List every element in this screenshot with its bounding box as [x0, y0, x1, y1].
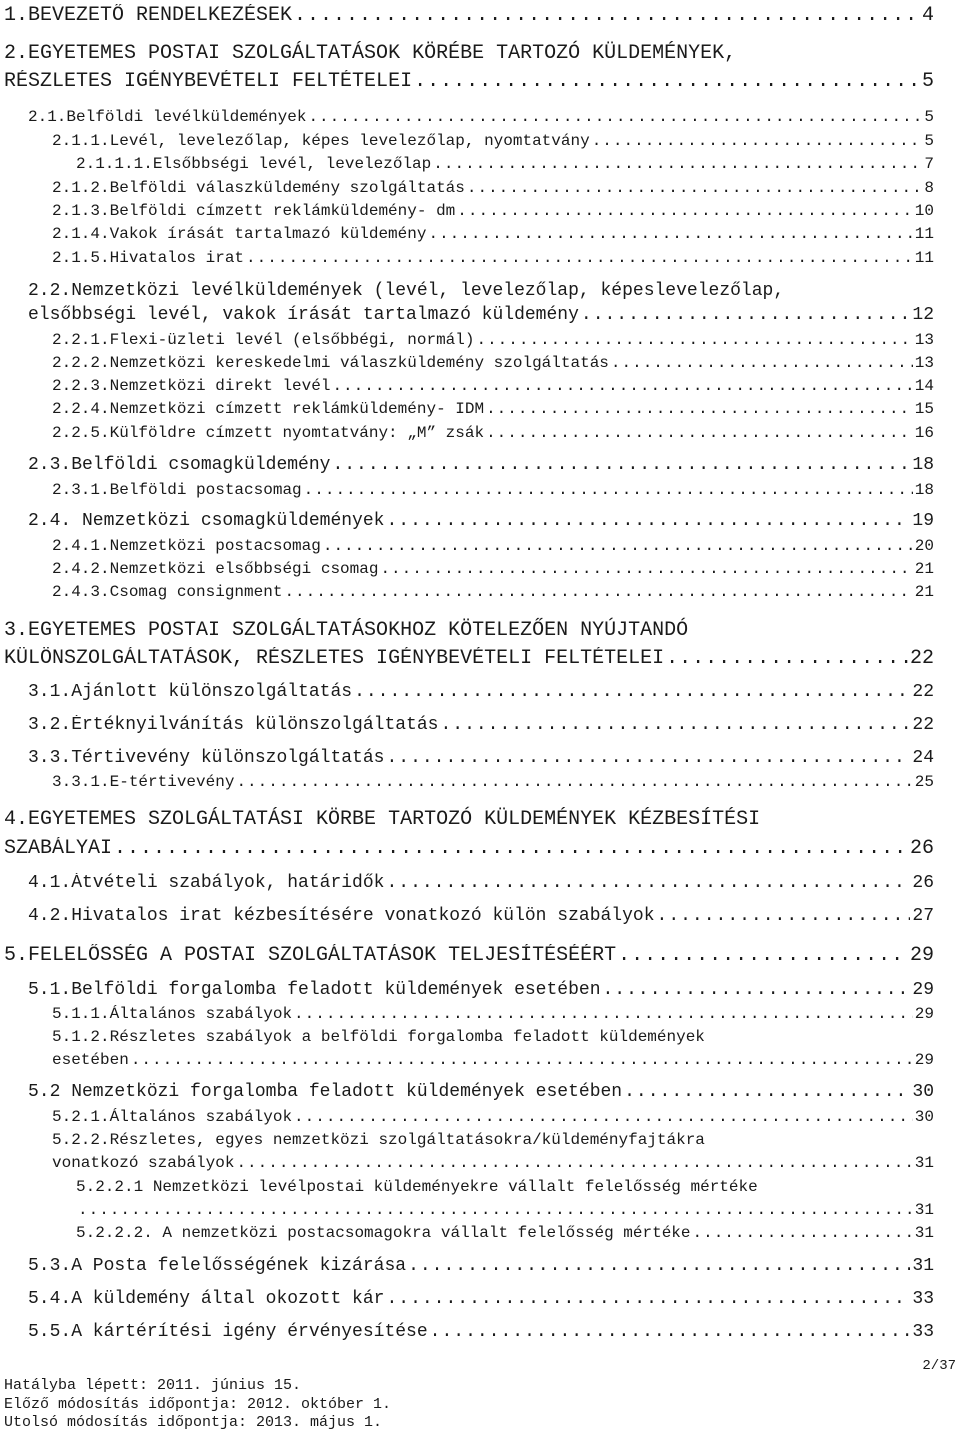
toc-entry-page: 25 — [914, 773, 934, 791]
toc-leader-dots — [294, 4, 920, 27]
toc-entry[interactable] — [28, 682, 934, 702]
toc-entry[interactable] — [52, 354, 934, 372]
toc-leader-dots — [428, 225, 912, 243]
toc-entry-page: 33 — [912, 1289, 934, 1309]
toc-leader-dots — [294, 1108, 913, 1126]
toc-entry-title: vonatkozó szabályok — [52, 1154, 235, 1172]
toc-leader-dots — [433, 155, 922, 173]
toc-entry[interactable] — [28, 873, 934, 893]
toc-entry-title: 5.1.Belföldi forgalomba feladott küldemények esetében — [28, 980, 601, 1000]
toc-entry-page: 13 — [914, 331, 934, 349]
toc-entry-page: 22 — [909, 647, 934, 670]
toc-entry-page: 11 — [914, 225, 934, 243]
toc-entry-title: 2.1.3.Belföldi címzett reklámküldemény- dm — [52, 202, 456, 220]
toc-entry-title[interactable]: 5.2.2.Részletes, egyes nemzetközi szolgáltatásokra/küldeményfajtákra — [52, 1131, 705, 1149]
toc-entry-title: 5.3.A Posta felelősségének kizárása — [28, 1256, 407, 1276]
toc-entry-title: 4.1.Átvételi szabályok, határidők — [28, 873, 385, 893]
toc-leader-dots — [414, 70, 920, 93]
toc-entry-page: 11 — [914, 249, 934, 267]
toc-entry[interactable] — [52, 481, 934, 499]
toc-entry[interactable] — [76, 1224, 934, 1242]
toc-leader-dots — [408, 1256, 910, 1276]
toc-leader-dots — [332, 455, 910, 475]
toc-entry-page: 8 — [924, 179, 934, 197]
toc-entry-title: 3.3.1.E-tértivevény — [52, 773, 235, 791]
toc-entry-page: 29 — [909, 944, 934, 967]
toc-leader-dots — [236, 773, 912, 791]
toc-entry-page: 24 — [912, 748, 934, 768]
toc-entry[interactable] — [52, 225, 934, 243]
toc-entry-title: elsőbbségi levél, vakok írását tartalmazó küldemény — [28, 305, 579, 325]
toc-entry-title: 2.2.5.Külföldre címzett nyomtatvány: „M” zsák — [52, 424, 485, 442]
toc-entry-page: 30 — [912, 1082, 934, 1102]
toc-entry-page: 22 — [912, 682, 934, 702]
toc-entry[interactable] — [52, 560, 934, 578]
toc-entry[interactable] — [28, 980, 934, 1000]
toc-entry-title: 2.1.1.Levél, levelezőlap, képes levelezőlap, nyomtatvány — [52, 132, 590, 150]
toc-leader-dots — [332, 377, 912, 395]
toc-leader-dots — [440, 715, 910, 735]
toc-entry-title: 3.2.Értéknyilvánítás különszolgáltatás — [28, 715, 439, 735]
toc-entry-page: 29 — [914, 1005, 934, 1023]
toc-entry[interactable] — [52, 537, 934, 555]
toc-entry[interactable] — [52, 1108, 934, 1126]
page-number: 2/37 — [922, 1358, 956, 1374]
toc-entry[interactable] — [52, 1051, 934, 1069]
toc-leader-dots — [657, 906, 911, 926]
toc-leader-dots — [386, 511, 910, 531]
toc-entry[interactable] — [28, 455, 934, 475]
toc-entry-title[interactable]: 5.1.2.Részletes szabályok a belföldi forgalomba feladott küldemények — [52, 1028, 705, 1046]
toc-entry-page: 13 — [914, 354, 934, 372]
toc-entry[interactable] — [4, 70, 934, 93]
toc-entry-page: 21 — [914, 583, 934, 601]
toc-entry-page: 7 — [924, 155, 934, 173]
toc-entry-page: 15 — [914, 400, 934, 418]
toc-entry[interactable] — [52, 583, 934, 601]
toc-entry-page: 12 — [912, 305, 934, 325]
toc-entry[interactable] — [76, 1201, 934, 1219]
toc-leader-dots — [354, 682, 910, 702]
toc-leader-dots — [380, 560, 912, 578]
toc-entry[interactable] — [28, 1289, 934, 1309]
toc-leader-dots — [386, 1289, 910, 1309]
toc-leader-dots — [693, 1224, 913, 1242]
toc-entry-title: 2.4.2.Nemzetközi elsőbbségi csomag — [52, 560, 379, 578]
toc-entry[interactable] — [28, 511, 934, 531]
toc-entry-title: 3.1.Ajánlott különszolgáltatás — [28, 682, 353, 702]
toc-leader-dots — [666, 647, 908, 670]
toc-entry[interactable] — [4, 837, 934, 860]
toc-entry-title[interactable]: 4.EGYETEMES SZOLGÁLTATÁSI KÖRBE TARTOZÓ KÜLDEMÉNYEK KÉZBESÍTÉSI — [4, 808, 761, 831]
toc-entry-title: 2.4. Nemzetközi csomagküldemények — [28, 511, 385, 531]
toc-entry-page: 5 — [924, 132, 934, 150]
toc-entry[interactable] — [52, 377, 934, 395]
toc-leader-dots — [592, 132, 923, 150]
toc-entry-title: SZABÁLYAI — [4, 837, 113, 860]
toc-leader-dots — [308, 108, 922, 126]
toc-entry-title: 2.3.1.Belföldi postacsomag — [52, 481, 302, 499]
toc-leader-dots — [430, 1322, 911, 1342]
toc-leader-dots — [618, 944, 908, 967]
last-modification-date: Utolsó módosítás időpontja: 2013. május 1. — [4, 1414, 383, 1431]
toc-entry-page: 14 — [914, 377, 934, 395]
toc-leader-dots — [476, 331, 912, 349]
toc-entry-title: 2.2.4.Nemzetközi címzett reklámküldemény- IDM — [52, 400, 485, 418]
toc-leader-dots — [486, 424, 913, 442]
toc-entry-title[interactable]: 3.EGYETEMES POSTAI SZOLGÁLTATÁSOKHOZ KÖTELEZŐEN NYÚJTANDÓ — [4, 619, 689, 642]
toc-entry-page: 19 — [912, 511, 934, 531]
toc-entry-title: 2.2.1.Flexi-üzleti levél (elsőbbégi, normál) — [52, 331, 475, 349]
toc-entry-page: 29 — [912, 980, 934, 1000]
toc-leader-dots — [114, 837, 908, 860]
toc-entry[interactable] — [52, 249, 934, 267]
toc-entry[interactable] — [4, 944, 934, 967]
toc-entry-page: 31 — [914, 1224, 934, 1242]
toc-entry-page: 18 — [912, 455, 934, 475]
toc-entry[interactable] — [28, 906, 934, 926]
toc-entry-title[interactable]: 5.2.2.1 Nemzetközi levélpostai küldeményekre vállalt felelősség mértéke — [76, 1178, 758, 1196]
toc-entry[interactable] — [28, 715, 934, 735]
toc-entry[interactable] — [76, 155, 934, 173]
toc-entry[interactable] — [52, 132, 934, 150]
toc-leader-dots — [467, 179, 923, 197]
toc-leader-dots — [486, 400, 913, 418]
toc-entry-title: 1.BEVEZETŐ RENDELKEZÉSEK — [4, 4, 293, 27]
toc-entry-title: 4.2.Hivatalos irat kézbesítésére vonatkozó külön szabályok — [28, 906, 655, 926]
toc-leader-dots — [78, 1201, 913, 1219]
previous-modification-date: Előző módosítás időpontja: 2012. október 1. — [4, 1396, 392, 1413]
toc-entry-page: 30 — [914, 1108, 934, 1126]
toc-leader-dots — [386, 873, 910, 893]
toc-entry[interactable] — [52, 400, 934, 418]
toc-entry-title: 5.5.A kártérítési igény érvényesítése — [28, 1322, 428, 1342]
toc-leader-dots — [611, 354, 913, 372]
toc-entry-title: 5.FELELŐSSÉG A POSTAI SZOLGÁLTATÁSOK TELJESÍTÉSÉÉRT — [4, 944, 617, 967]
toc-entry[interactable] — [52, 331, 934, 349]
toc-leader-dots — [236, 1154, 912, 1172]
toc-entry-title: 2.1.5.Hivatalos irat — [52, 249, 245, 267]
toc-entry[interactable] — [52, 1154, 934, 1172]
toc-leader-dots — [386, 748, 910, 768]
toc-entry-page: 26 — [912, 873, 934, 893]
toc-leader-dots — [294, 1005, 913, 1023]
toc-entry-page: 33 — [912, 1322, 934, 1342]
toc-entry[interactable] — [4, 4, 934, 27]
toc-entry-page: 26 — [909, 837, 934, 860]
toc-entry-title: 2.3.Belföldi csomagküldemény — [28, 455, 331, 475]
toc-entry-title: 5.4.A küldemény által okozott kár — [28, 1289, 385, 1309]
toc-entry-title: 5.2 Nemzetközi forgalomba feladott küldemények esetében — [28, 1082, 623, 1102]
toc-leader-dots — [457, 202, 913, 220]
toc-entry-page: 31 — [912, 1256, 934, 1276]
toc-entry-page: 16 — [914, 424, 934, 442]
toc-entry-title: RÉSZLETES IGÉNYBEVÉTELI FELTÉTELEI — [4, 70, 413, 93]
toc-entry-title: 3.3.Tértivevény különszolgáltatás — [28, 748, 385, 768]
toc-entry[interactable] — [28, 305, 934, 325]
toc-leader-dots — [581, 305, 911, 325]
toc-entry-page: 5 — [921, 70, 934, 93]
toc-entry-page: 20 — [914, 537, 934, 555]
toc-entry-title: 2.1.4.Vakok írását tartalmazó küldemény — [52, 225, 427, 243]
toc-entry-title: 2.2.3.Nemzetközi direkt levél — [52, 377, 331, 395]
toc-leader-dots — [624, 1082, 910, 1102]
toc-entry-title: 5.1.1.Általános szabályok — [52, 1005, 293, 1023]
toc-entry-title: 2.1.2.Belföldi válaszküldemény szolgáltatás — [52, 179, 465, 197]
toc-leader-dots — [304, 481, 913, 499]
toc-entry[interactable] — [52, 1005, 934, 1023]
toc-entry-title: 2.4.1.Nemzetközi postacsomag — [52, 537, 321, 555]
toc-entry-title: esetében — [52, 1051, 129, 1069]
toc-entry[interactable] — [28, 1082, 934, 1102]
toc-entry-title[interactable]: 2.EGYETEMES POSTAI SZOLGÁLTATÁSOK KÖRÉBE TARTOZÓ KÜLDEMÉNYEK, — [4, 42, 737, 65]
toc-entry-title: 5.2.2.2. A nemzetközi postacsomagokra vállalt felelősség mértéke — [76, 1224, 691, 1242]
toc-entry[interactable] — [52, 179, 934, 197]
toc-entry[interactable] — [28, 1256, 934, 1276]
toc-entry-page: 22 — [912, 715, 934, 735]
toc-entry[interactable] — [28, 1322, 934, 1342]
toc-entry[interactable] — [28, 748, 934, 768]
toc-entry-page: 29 — [914, 1051, 934, 1069]
toc-leader-dots — [131, 1051, 913, 1069]
toc-entry-page: 21 — [914, 560, 934, 578]
toc-entry[interactable] — [52, 202, 934, 220]
toc-entry-title: KÜLÖNSZOLGÁLTATÁSOK, RÉSZLETES IGÉNYBEVÉTELI FELTÉTELEI — [4, 647, 665, 670]
toc-entry-title: 2.4.3.Csomag consignment — [52, 583, 283, 601]
toc-entry-page: 31 — [914, 1201, 934, 1219]
toc-entry-title: 2.1.1.1.Elsőbbségi levél, levelezőlap — [76, 155, 432, 173]
toc-leader-dots — [603, 980, 911, 1000]
toc-entry-page: 10 — [914, 202, 934, 220]
toc-entry-page: 18 — [914, 481, 934, 499]
toc-entry-title[interactable]: 2.2.Nemzetközi levélküldemények (levél, levelezőlap, képeslevelezőlap, — [28, 281, 785, 301]
toc-entry[interactable] — [4, 647, 934, 670]
toc-entry-page: 5 — [924, 108, 934, 126]
toc-leader-dots — [323, 537, 913, 555]
toc-entry[interactable] — [28, 108, 934, 126]
toc-entry-title: 2.1.Belföldi levélküldemények — [28, 108, 307, 126]
effective-date: Hatályba lépett: 2011. június 15. — [4, 1377, 302, 1394]
toc-entry-title: 5.2.1.Általános szabályok — [52, 1108, 293, 1126]
toc-entry[interactable] — [52, 424, 934, 442]
toc-entry-page: 31 — [914, 1154, 934, 1172]
toc-entry-title: 2.2.2.Nemzetközi kereskedelmi válaszküldemény szolgáltatás — [52, 354, 609, 372]
toc-leader-dots — [284, 583, 912, 601]
toc-leader-dots — [246, 249, 913, 267]
toc-entry-page: 4 — [921, 4, 934, 27]
toc-entry[interactable] — [52, 773, 934, 791]
toc-entry-page: 27 — [912, 906, 934, 926]
